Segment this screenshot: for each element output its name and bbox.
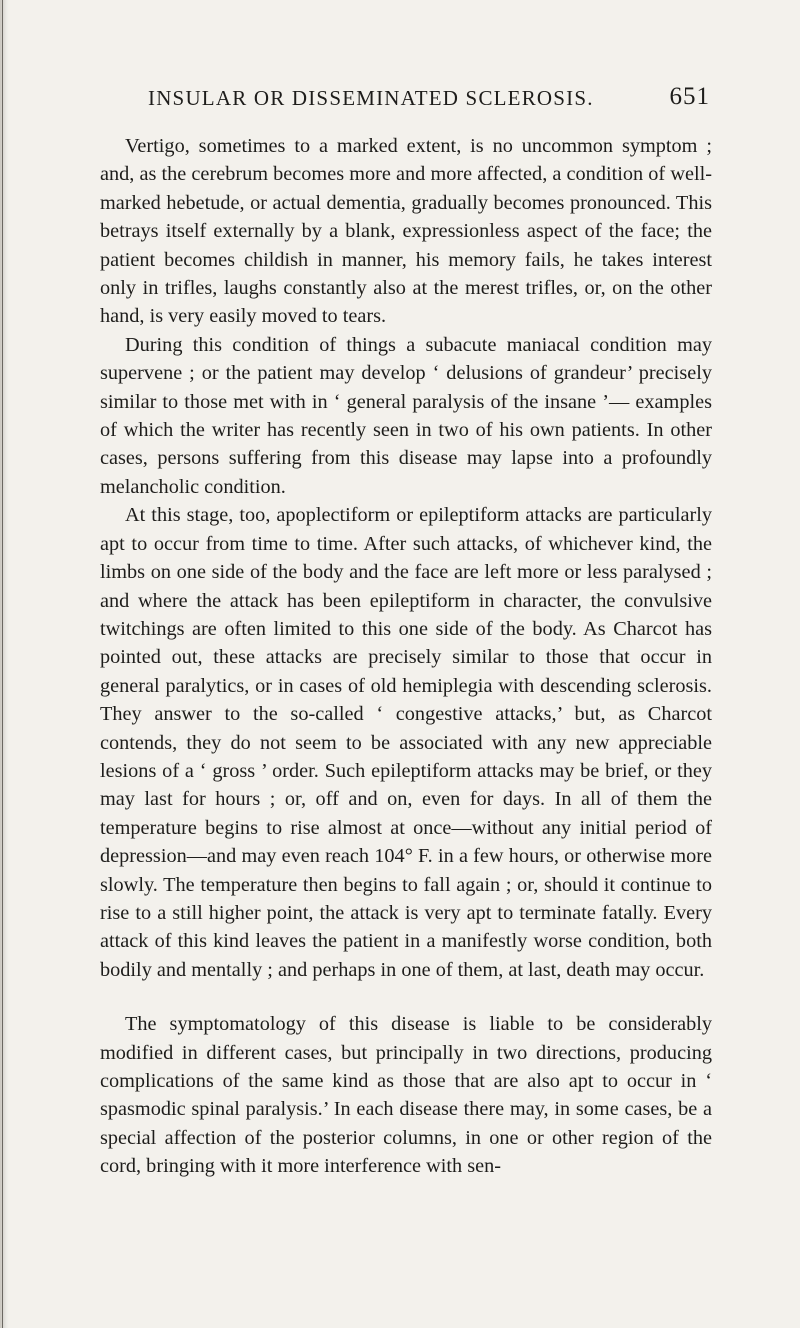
paragraph-vertigo: Vertigo, sometimes to a marked extent, is no uncommon symptom ; and, as the cerebrum becomes more and more affected, a condition of well-marked hebetude, or actual dementia, gradually becomes pronounced. This betrays itself externally by a blank, expressionless aspect of the face; the patient becomes childish in manner, his memory fails, he takes interest only in trifles, laughs constantly also at the merest trifles, or, on the other hand, is very easily moved to tears. — [100, 135, 712, 328]
paragraph-symptomatology: The symptomatology of this disease is liable to be considerably modified in different cases, but principally in two directions, producing complications of the same kind as those that are also apt to occur in ‘ spasmodic spinal paralysis.’ In each disease there may, in some cases, be a special affection of the posterior columns, in one or other region of the cord, bringing with it more interference with sen- — [100, 1013, 712, 1178]
page-number: 651 — [669, 83, 710, 110]
paragraph-epileptiform-attacks: At this stage, too, apoplectiform or epileptiform attacks are particularly apt to occur from time to time. After such attacks, of whichever kind, the limbs on one side of the body and the face are left more or less paralysed ; and where the attack has been epileptiform in character, the convulsive twitchings are often limited to this one side of the body. As Charcot has pointed out, these attacks are precisely similar to those that occur in general paralytics, or in cases of old hemiplegia with descending sclerosis. They answer to the so-called ‘ congestive attacks,’ but, as Charcot contends, they do not seem to be associated with any new appreciable lesions of a ‘ gross ’ order. Such epileptiform attacks may be brief, or they may last for hours ; or, off and on, even for days. In all of them the temperature begins to rise almost at once—without any initial period of depression—and may even reach 104° F. in a few hours, or otherwise more slowly. The temperature then begins to fall again ; or, should it continue to rise to a still higher point, the attack is very apt to terminate fatally. Every attack of this kind leaves the patient in a manifestly worse condition, both bodily and mentally ; and perhaps in one of them, at last, death may occur. — [100, 504, 712, 981]
running-title: INSULAR OR DISSEMINATED SCLEROSIS. — [148, 86, 594, 110]
page-header — [148, 83, 710, 120]
page-gutter-edge — [2, 0, 3, 1328]
body-text — [100, 132, 712, 1181]
paragraph-maniacal-condition: During this condition of things a subacute maniacal condition may supervene ; or the patient may develop ‘ delusions of grandeur’ precisely similar to those met with in ‘ general paralysis of the insane ’— examples of which the writer has recently seen in two of his own patients. In other cases, persons suffering from this disease may lapse into a profoundly melancholic condition. — [100, 333, 712, 498]
